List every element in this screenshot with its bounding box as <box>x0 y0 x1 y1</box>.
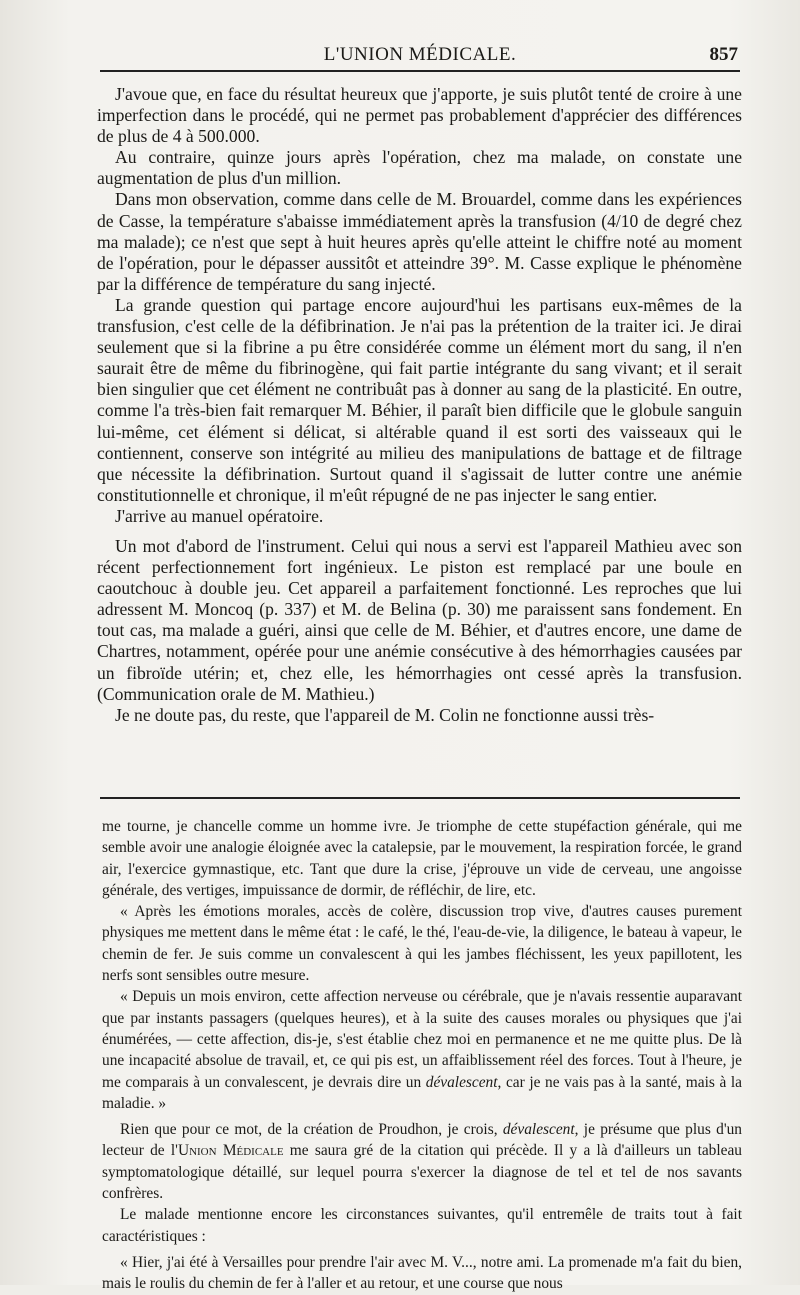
page-header <box>100 40 740 70</box>
paragraph: Je ne doute pas, du reste, que l'appareil de M. Colin ne fonctionne aussi très- <box>115 704 655 725</box>
paragraph: Un mot d'abord de l'instrument. Celui qui nous a servi est l'appareil Mathieu avec son récent perfectionnement fort ingénieux. Le piston est remplacé par une boule en caoutchouc à double jeu. Cet appareil a parfaitement fonctionné. Les reproches que lui adressent M. Moncoq (p. 337) et M. de Belina (p. 30) me paraissent sans fondement. En tout cas, ma malade a guéri, ainsi que celle de M. Béhier, et d'autres encore, une dame de Chartres, notamment, opérée pour une anémie consécutive à des hémorrhagies causées par un fibroïde utérin; et, chez elle, les hémorrhagies ont cessé après la transfusion. (Communication orale de M. Mathieu.) <box>97 535 742 704</box>
footnote-text-run: me saura gré de la citation qui précède. Il y a là d'ailleurs un tableau symptomatologique détaillé, sur lequel pourra s'exercer la diagnose de tel et tel de nos savants confrères. <box>102 1142 743 1203</box>
italic-term: dévalescent <box>425 1073 498 1091</box>
footnote <box>102 816 742 1295</box>
italic-term: dévalescent <box>502 1121 575 1139</box>
footnote-paragraph: « Après les émotions morales, accès de colère, discussion trop vive, d'autres causes purement physiques me mettent dans le même état : le café, le thé, l'eau-de-vie, la diligence, le bateau à vapeur, le chemin de fer. Je suis comme un convalescent à qui les jambes fléchissent, les yeux papillotent, les nerfs sont sensibles outre mesure. <box>102 903 742 985</box>
paragraph: Dans mon observation, comme dans celle de M. Brouardel, comme dans les expériences de Casse, la température s'abaisse immédiatement après la transfusion (4/10 de degré chez ma malade); ce n'est que sept à huit heures après qu'elle atteint le chiffre noté au moment de l'opération, pour le dépasser aussitôt et atteindre 39°. M. Casse explique le phénomène par la différence de température du sang injecté. <box>97 189 742 294</box>
header-rule <box>100 70 740 72</box>
footnote-paragraph <box>102 986 742 1114</box>
footnote-text-run: Rien que pour ce mot, de la création de Proudhon, je crois, <box>120 1121 503 1139</box>
page-number: 857 <box>709 44 738 65</box>
journal-name: Union Médicale <box>177 1142 284 1160</box>
running-title: L'UNION MÉDICALE. <box>323 44 517 65</box>
paragraph: Au contraire, quinze jours après l'opération, chez ma malade, on constate une augmentation de plus d'un million. <box>97 147 742 189</box>
footnote-paragraph: Le malade mentionne encore les circonstances suivantes, qu'il entremêle de traits tout à fait caractéristiques : <box>102 1206 742 1245</box>
footnote-text-run: , car je ne vais pas à la santé, mais à la maladie. » <box>102 1073 742 1112</box>
footnote-text-run: , je présume que plus d'un lecteur de l' <box>102 1121 742 1160</box>
footnote-text-run: « Depuis un mois environ, cette affection nerveuse ou cérébrale, que je n'avais ressentie auparavant que par instants passagers (quelques heures), et à la suite des causes morales ou physiques que j'ai énumérées, — cette affection, dis-je, s'est établie chez moi en permanence et ne me quitte plus. De là une incapacité absolue de travail, et, ce qui pis est, un affaiblissement réel des forces. Tout à l'heure, je me comparais à un convalescent, je devrais dire un <box>102 988 742 1091</box>
main-text <box>97 84 742 726</box>
paragraph: J'avoue que, en face du résultat heureux que j'apporte, je suis plutôt tenté de croire à une imperfection dans le procédé, qui ne permet pas probablement d'apprécier des différences de plus de 4 à 500.000. <box>97 84 742 147</box>
paragraph: La grande question qui partage encore aujourd'hui les partisans eux-mêmes de la transfusion, c'est celle de la défibrination. Je n'ai pas la prétention de la traiter ici. Je dirai seulement que si la fibrine a pu être considérée comme un élément mort du sang, il n'en saurait être de même du fibrinogène, qui fait partie intégrante du sang vivant; et il serait bien singulier que cet élément ne contribuât pas à donner au sang de la plasticité. En outre, comme l'a très-bien fait remarquer M. Béhier, il paraît bien difficile que le globule sanguin lui-même, cet élément si délicat, si altérable quand il est sorti des vaisseaux qui le contiennent, conserve son intégrité au milieu des manipulations de battage et de filtrage que nécessite la défibrination. Surtout quand il s'agissait de lutter contre une anémie constitutionnelle et chronique, il m'eût répugné de ne pas injecter le sang entier. <box>97 294 742 505</box>
footnote-paragraph: me tourne, je chancelle comme un homme ivre. Je triomphe de cette stupéfaction générale, qui me semble avoir une analogie éloignée avec la catalepsie, par le mouvement, la respiration forcée, le grand air, l'exercice gymnastique, etc. Tant que dure la crise, j'éprouve un vide de cerveau, une angoisse générale, des vertiges, impuissance de dormir, de réfléchir, de lire, etc. <box>102 818 742 899</box>
footnote-paragraph: « Hier, j'ai été à Versailles pour prendre l'air avec M. V..., notre ami. La promenade m'a fait du bien, mais le roulis du chemin de fer à l'aller et au retour, et une course que nous <box>102 1253 742 1293</box>
paragraph: J'arrive au manuel opératoire. <box>115 505 324 526</box>
footnote-rule <box>100 797 740 799</box>
footnote-paragraph <box>102 1119 742 1204</box>
